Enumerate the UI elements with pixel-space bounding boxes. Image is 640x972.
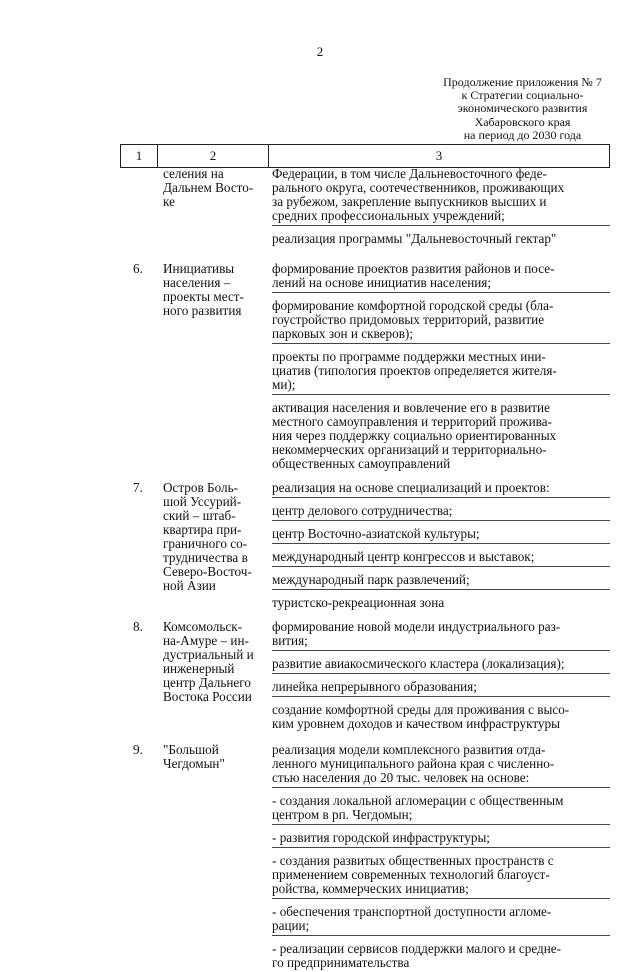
column-number-2: 2 — [158, 145, 269, 167]
table-row — [120, 262, 610, 473]
measure-item: формирование проектов развития районов и посе- лений на основе инициатив населения; — [272, 262, 610, 293]
header-line: на период до 2030 года — [463, 127, 582, 142]
header-line: к Стратегии социально- — [461, 88, 584, 103]
measure-item: создание комфортной среды для проживания с высо- ким уровнем доходов и качеством инфраструктуры — [272, 702, 570, 731]
row-number: 8. — [133, 619, 143, 634]
column-number-3: 3 — [435, 148, 443, 163]
row-measures — [272, 620, 610, 733]
measure-item: формирование комфортной городской среды (бла- гоустройство придомовых территорий, развитие парковых зон и скверов); — [272, 299, 610, 344]
column-number-1: 1 — [121, 145, 158, 167]
measure-item: активация населения и вовлечение его в развитие местного самоуправления и территорий прожива- ния через поддержку социально ориентированных некоммерческих организаций и территориально- общественных самоуправлений — [272, 400, 557, 471]
table-row — [120, 167, 610, 248]
row-measures — [272, 262, 610, 473]
appendix-header — [420, 76, 625, 142]
row-number: 6. — [133, 261, 143, 276]
row-title: "Большой Чегдомын" — [163, 742, 225, 771]
measure-item: реализация на основе специализаций и проектов: — [272, 481, 610, 498]
measure-item: - реализации сервисов поддержки малого и средне- го предпринимательства — [272, 941, 562, 970]
measure-item: международный парк развлечений; — [272, 573, 610, 590]
measure-item: - обеспечения транспортной доступности агломе- рации; — [272, 905, 610, 936]
measure-item: линейка непрерывного образования; — [272, 680, 610, 697]
measure-item: центр Восточно-азиатской культуры; — [272, 527, 610, 544]
measure-item: развитие авиакосмического кластера (локализация); — [272, 657, 610, 674]
measure-item: реализация программы "Дальневосточный гектар" — [272, 231, 557, 246]
measure-item: международный центр конгрессов и выставок; — [272, 550, 610, 567]
row-title: Комсомольск- на-Амуре – ин- дустриальный и инженерный центр Дальнего Востока России — [163, 619, 254, 704]
table-row — [120, 620, 610, 733]
table-column-header — [120, 144, 610, 168]
table-body — [120, 167, 610, 972]
row-measures — [272, 481, 610, 612]
row-number: 7. — [133, 480, 143, 495]
measure-item: - создания локальной агломерации с общественным центром в рп. Чегдомын; — [272, 794, 610, 825]
row-title: селения на Дальнем Восто- ке — [163, 166, 254, 209]
measure-item: туристско-рекреационная зона — [272, 595, 445, 610]
measure-item: проекты по программе поддержки местных ини- циатив (типология проектов определяется жителя- ми); — [272, 350, 610, 395]
measure-item: - развития городской инфраструктуры; — [272, 831, 610, 848]
measure-item: - создания развитых общественных пространств с применением современных технологий благоуст- ройства, коммерческих инициатив; — [272, 854, 610, 899]
header-line: экономического развития — [457, 101, 588, 116]
page-number: 2 — [316, 44, 324, 59]
row-number: 9. — [133, 742, 143, 757]
row-measures — [272, 167, 610, 248]
table-row — [120, 743, 610, 972]
measure-item: формирование новой модели индустриального раз- вития; — [272, 620, 610, 651]
table-row — [120, 481, 610, 612]
header-line: Хабаровского края — [474, 114, 571, 129]
measure-item: центр делового сотрудничества; — [272, 504, 610, 521]
measure-item: реализация модели комплексного развития отда- ленного муниципального района края с численно- стью населения до 20 тыс. человек на основе: — [272, 743, 610, 788]
row-title: Остров Боль- шой Уссурий- ский – штаб- квартира при- граничного со- трудничества в Северо-Восточ- ной Азии — [163, 480, 252, 593]
measure-item: Федерации, в том числе Дальневосточного феде- рального округа, соотечественников, проживающих за рубежом, закрепление выпускников высших и средних профессиональных учреждений; — [272, 167, 610, 226]
row-measures — [272, 743, 610, 972]
header-line: Продолжение приложения № 7 — [443, 75, 602, 89]
row-title: Инициативы населения – проекты мест- ного развития — [163, 261, 244, 318]
